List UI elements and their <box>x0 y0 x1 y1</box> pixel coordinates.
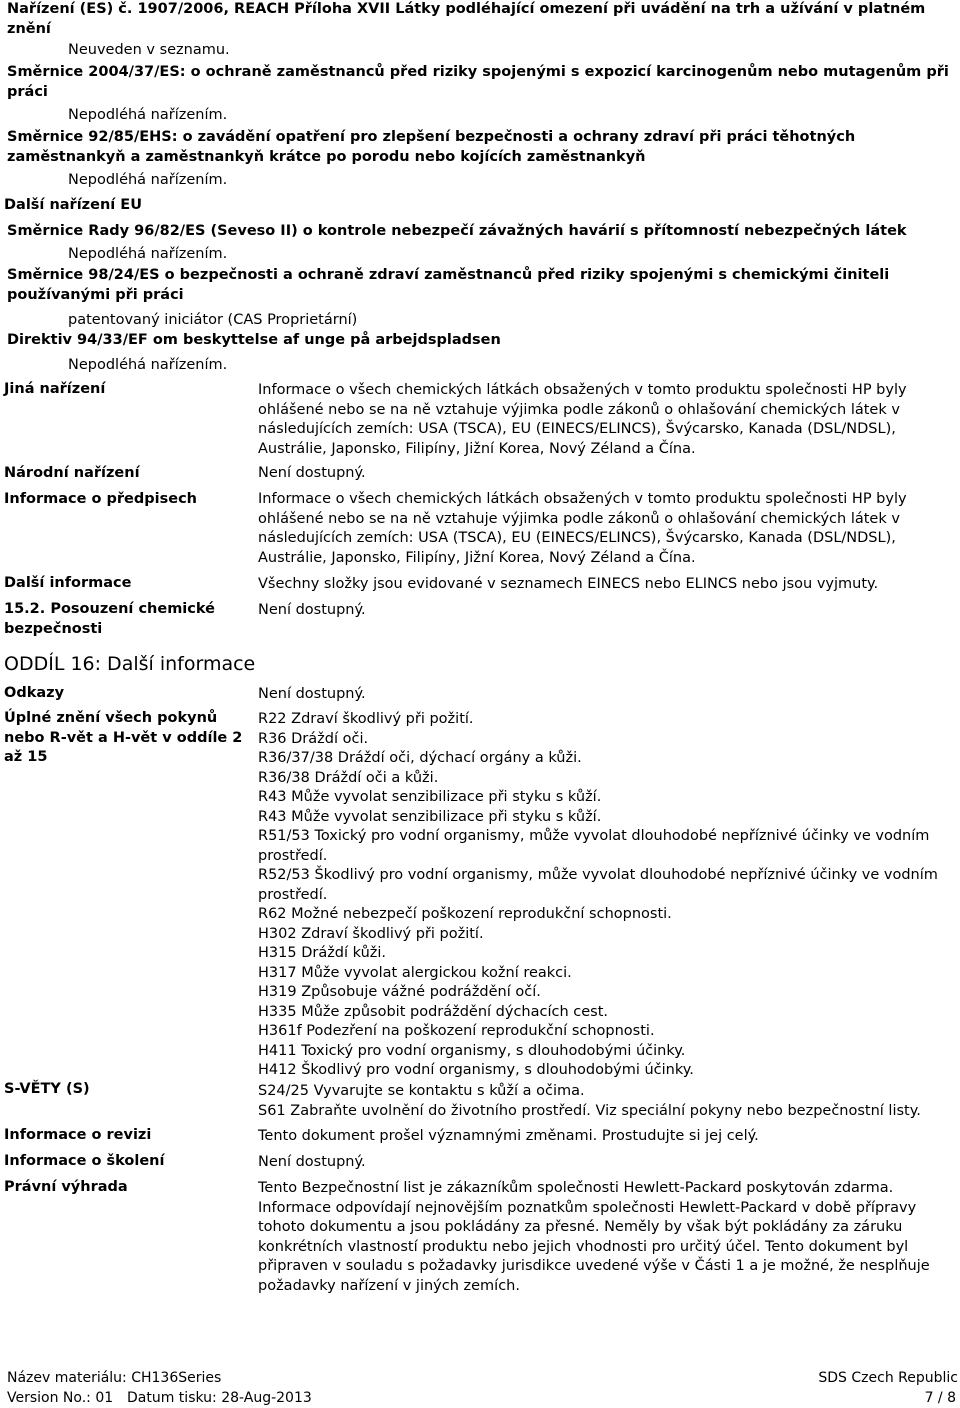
phrases-label: Úplné znění všech pokynů nebo R-vět a H-vět v oddíle 2 až 15 <box>4 710 243 765</box>
more-info-value: Všechny složky jsou evidované v seznamech EINECS nebo ELINCS nebo jsou vyjmuty. <box>258 576 879 592</box>
phrase-item: H412 Škodlivý pro vodní organismy, s dlouhodobými účinky. <box>258 1062 694 1078</box>
other-regs-label: Jiná nařízení <box>4 381 106 397</box>
seveso-value: Nepodléhá nařízením. <box>68 246 228 262</box>
phrase-item: R62 Možné nebezpečí poškození reprodukční schopnosti. <box>258 906 672 922</box>
revision-value: Tento dokument prošel významnými změnami. Prostudujte si jej celý. <box>258 1128 759 1144</box>
dir-98-value: patentovaný iniciátor (CAS Proprietární) <box>68 312 358 328</box>
phrase-item: R43 Může vyvolat senzibilizace při styku s kůží. <box>258 808 602 825</box>
phrase-item: R51/53 Toxický pro vodní organismy, může vyvolat dlouhodobé nepříznivé účinky ve vodním prostředí. <box>258 828 930 864</box>
reg-info-value: Informace o všech chemických látkách obsažených v tomto produktu společnosti HP byly ohlášené nebo se na ně vztahuje výjimka podle zákonů o ohlašování chemických látek v následujících zemích: USA (TSCA), EU (EINECS/ELINCS), Švýcarsko, Kanada (DSL/NDSL), Austrálie, Japonsko, Filipíny, Jižní Korea, Nový Zéland a Čína. <box>258 491 907 566</box>
phrase-item: R22 Zdraví škodlivý při požití. <box>258 711 474 727</box>
dir-2004-value: Nepodléhá nařízením. <box>68 107 228 123</box>
dir-98-title: Směrnice 98/24/ES o bezpečnosti a ochraně zdraví zaměstnanců před riziky spojenými s chemickými činiteli používanými při práci <box>7 267 890 303</box>
training-label: Informace o školení <box>4 1153 165 1169</box>
s-phrase-item: S24/25 Vyvarujte se kontaktu s kůží a očima. <box>258 1083 585 1099</box>
phrases-list <box>258 710 952 1081</box>
dir-94-value: Nepodléhá nařízením. <box>68 357 228 373</box>
footer-page-number: 7 / 8 <box>924 1390 956 1406</box>
training-value: Není dostupný. <box>258 1154 366 1170</box>
phrase-item: H315 Dráždí kůži. <box>258 945 387 961</box>
phrase-item: H319 Způsobuje vážné podráždění očí. <box>258 984 541 1000</box>
chem-safety-value: Není dostupný. <box>258 602 366 618</box>
phrase-item: R52/53 Škodlivý pro vodní organismy, může vyvolat dlouhodobé nepříznivé účinky ve vodním prostředí. <box>258 867 938 903</box>
revision-label: Informace o revizi <box>4 1127 152 1143</box>
footer-print-date: Datum tisku: 28-Aug-2013 <box>127 1390 312 1406</box>
footer-material: Název materiálu: CH136Series <box>7 1370 222 1386</box>
dir-94-title: Direktiv 94/33/EF om beskyttelse af unge på arbejdspladsen <box>7 332 501 348</box>
seveso-title: Směrnice Rady 96/82/ES (Seveso II) o kontrole nebezpečí závažných havárií s přítomností nebezpečných látek <box>7 223 907 239</box>
section16-heading: ODDÍL 16: Další informace <box>4 653 256 675</box>
reach-value: Neuveden v seznamu. <box>68 42 230 58</box>
s-phrases-list <box>258 1082 952 1121</box>
footer-sds: SDS Czech Republic <box>818 1370 958 1386</box>
phrase-item: R36 Dráždí oči. <box>258 730 369 747</box>
s-phrase-item: S61 Zabraňte uvolnění do životního prostředí. Viz speciální pokyny nebo bezpečnostní listy. <box>258 1102 921 1119</box>
phrase-item: H335 Může způsobit podráždění dýchacích cest. <box>258 1003 609 1020</box>
reach-title: Nařízení (ES) č. 1907/2006, REACH Příloha XVII Látky podléhající omezení při uvádění na trh a užívání v platném znění <box>7 1 926 37</box>
phrase-item: R43 Může vyvolat senzibilizace při styku s kůží. <box>258 789 602 805</box>
disclaimer-value: Tento Bezpečnostní list je zákazníkům společnosti Hewlett-Packard poskytován zdarma. Informace odpovídají nejnovějším poznatkům společnosti Hewlett-Packard v době přípravy tohoto dokumentu a jsou pokládány za přesné. Neměly by však být pokládány za záruku konkrétních vlastností produktu nebo jejich vhodnosti pro určitý účel. Tento dokument byl připraven v souladu s požadavky jurisdikce uvedené výše v Části 1 a je možné, že nesplňuje požadavky nařízení v jiných zemích. <box>258 1180 930 1294</box>
chem-safety-label: 15.2. Posouzení chemické bezpečnosti <box>4 601 215 637</box>
refs-label: Odkazy <box>4 685 65 701</box>
dir-92-value: Nepodléhá nařízením. <box>68 172 228 188</box>
dir-2004-title: Směrnice 2004/37/ES: o ochraně zaměstnanců před riziky spojenými s expozicí karcinogenům nebo mutagenům při práci <box>7 64 949 100</box>
national-label: Národní nařízení <box>4 465 140 481</box>
reg-info-label: Informace o předpisech <box>4 491 197 507</box>
footer-version: Version No.: 01 <box>7 1390 114 1406</box>
phrase-item: R36/37/38 Dráždí oči, dýchací orgány a kůži. <box>258 750 582 766</box>
dir-92-title: Směrnice 92/85/EHS: o zavádění opatření pro zlepšení bezpečnosti a ochrany zdraví při práci těhotných zaměstnankyň a zaměstnankyň krátce po porodu nebo kojících zaměstnankyň <box>7 129 856 165</box>
refs-value: Není dostupný. <box>258 686 366 702</box>
s-phrases-label: S-VĚTY (S) <box>4 1081 90 1097</box>
eu-other-heading: Další nařízení EU <box>4 197 142 213</box>
national-value: Není dostupný. <box>258 465 366 481</box>
phrase-item: H411 Toxický pro vodní organismy, s dlouhodobými účinky. <box>258 1042 686 1059</box>
phrase-item: H317 Může vyvolat alergickou kožní reakci. <box>258 964 572 981</box>
phrase-item: H302 Zdraví škodlivý při požití. <box>258 925 484 942</box>
other-regs-value: Informace o všech chemických látkách obsažených v tomto produktu společnosti HP byly ohlášené nebo se na ně vztahuje výjimka podle zákonů o ohlašování chemických látek v následujících zemích: USA (TSCA), EU (EINECS/ELINCS), Švýcarsko, Kanada (DSL/NDSL), Austrálie, Japonsko, Filipíny, Jižní Korea, Nový Zéland a Čína. <box>258 382 907 457</box>
phrase-item: H361f Podezření na poškození reprodukční schopnosti. <box>258 1023 655 1039</box>
more-info-label: Další informace <box>4 575 132 591</box>
disclaimer-label: Právní výhrada <box>4 1179 128 1195</box>
phrase-item: R36/38 Dráždí oči a kůži. <box>258 769 439 786</box>
